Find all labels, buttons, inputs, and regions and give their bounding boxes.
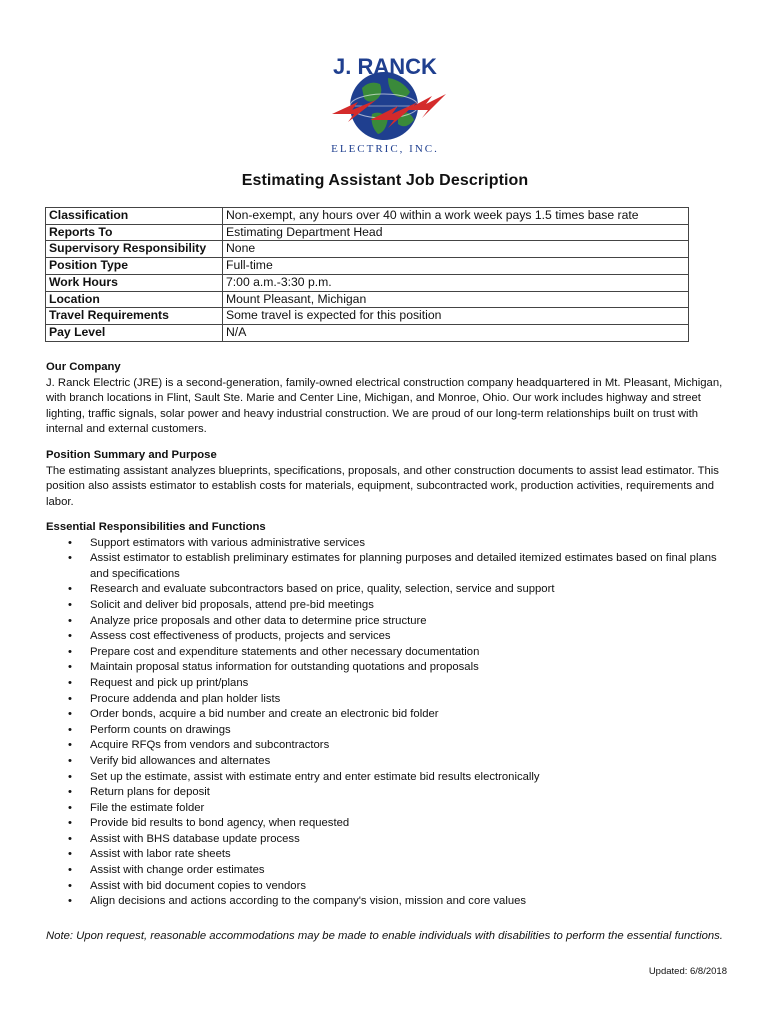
responsibilities-heading: Essential Responsibilities and Functions [46, 521, 266, 533]
bullet-icon: • [68, 661, 72, 674]
info-row [46, 308, 689, 325]
list-item-text: Solicit and deliver bid proposals, attend pre-bid meetings [90, 598, 374, 611]
bullet-icon: • [68, 739, 72, 752]
list-item [46, 738, 726, 754]
list-item-text: Set up the estimate, assist with estimate entry and enter estimate bid results electronically [90, 770, 540, 783]
list-item [46, 832, 726, 848]
bullet-icon: • [68, 723, 72, 736]
bullet-icon: • [68, 895, 72, 908]
bullet-icon: • [68, 552, 72, 565]
list-item [46, 660, 726, 676]
accommodation-note: Note: Upon request, reasonable accommodations may be made to enable individuals with disabilities to perform the essential functions. [46, 930, 723, 942]
bullet-icon: • [68, 754, 72, 767]
info-key: Location [46, 291, 223, 308]
company-heading: Our Company [46, 361, 121, 373]
job-info-table [45, 207, 689, 342]
bullet-icon: • [68, 583, 72, 596]
info-row [46, 258, 689, 275]
company-text: J. Ranck Electric (JRE) is a second-generation, family-owned electrical construction company headquartered in Mt. Pleasant, Michigan, with branch locations in Flint, Sault Ste. Marie and Center Line, Michigan, and Monroe, Ohio. Our work includes highway and street lighting, traffic signals, solar power and heavy industrial construction. We are proud of our long-term relationships built on trust with internal and external customers. [46, 376, 723, 436]
list-item [46, 676, 726, 692]
list-item [46, 614, 726, 630]
list-item [46, 785, 726, 801]
info-value: Mount Pleasant, Michigan [223, 291, 689, 308]
info-value: None [223, 241, 689, 258]
info-key: Travel Requirements [46, 308, 223, 325]
bullet-icon: • [68, 848, 72, 861]
summary-section [46, 448, 726, 510]
list-item-text: Assist with change order estimates [90, 864, 265, 877]
info-key: Position Type [46, 258, 223, 275]
list-item-text: Support estimators with various administrative services [90, 536, 365, 549]
info-row [46, 274, 689, 291]
info-value: Non-exempt, any hours over 40 within a work week pays 1.5 times base rate [223, 208, 689, 225]
info-row [46, 291, 689, 308]
bullet-icon: • [68, 676, 72, 689]
list-item-text: Order bonds, acquire a bid number and create an electronic bid folder [90, 708, 439, 721]
bullet-icon: • [68, 817, 72, 830]
list-item-text: Procure addenda and plan holder lists [90, 692, 281, 705]
list-item-text: Perform counts on drawings [90, 723, 231, 736]
list-item-text: Maintain proposal status information for outstanding quotations and proposals [90, 661, 479, 674]
bullet-icon: • [68, 770, 72, 783]
list-item [46, 692, 726, 708]
updated-date: Updated: 6/8/2018 [648, 966, 727, 977]
list-item-text: Prepare cost and expenditure statements and other necessary documentation [90, 645, 480, 658]
bullet-icon: • [68, 832, 72, 845]
logo-brand-text: J. RANCK [333, 54, 437, 79]
list-item [46, 536, 726, 552]
info-row [46, 241, 689, 258]
responsibilities-list [46, 536, 726, 910]
list-item [46, 847, 726, 863]
list-item-text: Assist with bid document copies to vendors [90, 879, 307, 892]
info-value: N/A [223, 324, 689, 341]
list-item-text: Provide bid results to bond agency, when requested [90, 817, 350, 830]
info-key: Pay Level [46, 324, 223, 341]
info-key: Work Hours [46, 274, 223, 291]
bullet-icon: • [68, 786, 72, 799]
bullet-icon: • [68, 645, 72, 658]
list-item-text: Analyze price proposals and other data to determine price structure [90, 614, 427, 627]
bullet-icon: • [68, 598, 72, 611]
list-item-text: Return plans for deposit [90, 786, 210, 799]
info-key: Reports To [46, 224, 223, 241]
page-title: Estimating Assistant Job Description [241, 172, 529, 189]
list-item [46, 879, 726, 895]
info-row [46, 224, 689, 241]
info-row [46, 324, 689, 341]
list-item-text: Assess cost effectiveness of products, projects and services [90, 630, 391, 643]
bullet-icon: • [68, 692, 72, 705]
list-item [46, 770, 726, 786]
logo-subtitle-text: ELECTRIC, INC. [331, 143, 439, 155]
list-item-text: File the estimate folder [90, 801, 205, 814]
list-item-text: Assist with labor rate sheets [90, 848, 231, 861]
info-value: Estimating Department Head [223, 224, 689, 241]
list-item [46, 801, 726, 817]
summary-text: The estimating assistant analyzes blueprints, specifications, proposals, and other construction documents to assist lead estimator. This position also assists estimator to establish costs for materials, equipment, subcontracted work, production activities, requirements and labor. [46, 464, 719, 508]
info-value: Full-time [223, 258, 689, 275]
bullet-icon: • [68, 614, 72, 627]
list-item [46, 707, 726, 723]
responsibilities-section [46, 520, 726, 910]
list-item-text: Acquire RFQs from vendors and subcontractors [90, 739, 330, 752]
list-item-text: Align decisions and actions according to the company's vision, mission and core values [90, 895, 527, 908]
bullet-icon: • [68, 536, 72, 549]
list-item-text: Research and evaluate subcontractors based on price, quality, selection, service and support [90, 583, 555, 596]
bullet-icon: • [68, 879, 72, 892]
list-item [46, 723, 726, 739]
info-key: Classification [46, 208, 223, 225]
list-item [46, 894, 726, 910]
list-item [46, 754, 726, 770]
list-item [46, 629, 726, 645]
bullet-icon: • [68, 708, 72, 721]
list-item-text: Verify bid allowances and alternates [90, 754, 271, 767]
company-section [46, 360, 726, 438]
info-row [46, 208, 689, 225]
list-item [46, 551, 726, 582]
list-item [46, 816, 726, 832]
list-item [46, 863, 726, 879]
list-item-text: Assist estimator to establish preliminary estimates for planning purposes and detailed itemized estimates based on final plans and specifications [90, 552, 717, 580]
info-value: Some travel is expected for this position [223, 308, 689, 325]
list-item-text: Request and pick up print/plans [90, 676, 249, 689]
list-item-text: Assist with BHS database update process [90, 832, 300, 845]
list-item [46, 582, 726, 598]
summary-heading: Position Summary and Purpose [46, 449, 217, 461]
bullet-icon: • [68, 864, 72, 877]
bullet-icon: • [68, 801, 72, 814]
bullet-icon: • [68, 630, 72, 643]
info-value: 7:00 a.m.-3:30 p.m. [223, 274, 689, 291]
list-item [46, 598, 726, 614]
info-key: Supervisory Responsibility [46, 241, 223, 258]
list-item [46, 645, 726, 661]
company-logo [318, 50, 452, 158]
